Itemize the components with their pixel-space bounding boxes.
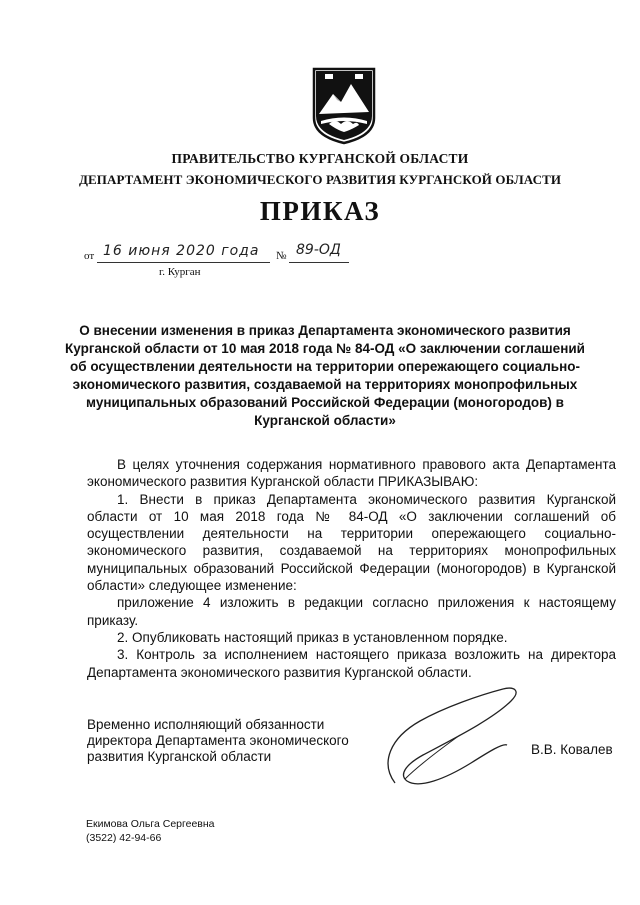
handwritten-number: 89-ОД xyxy=(296,242,341,258)
body-item-1: 1. Внести в приказ Департамента экономического развития Курганской области от 10 мая 2018 года № 84-ОД «О заключении соглашений об осуществлении деятельности на территории опережающего социально-экономического развития, создаваемой на территориях монопрофильных муниципальных образований Российской Федерации (моногородов) в Курганской области» следующее изменение: xyxy=(87,491,616,594)
signer-role-line-1: Временно исполняющий обязанности xyxy=(87,717,325,732)
body-preamble: В целях уточнения содержания нормативного правового акта Департамента экономического развития Курганской области ПРИКАЗЫВАЮ: xyxy=(87,457,616,490)
signer-role-line-2: директора Департамента экономического xyxy=(87,733,349,748)
executor-phone: (3522) 42-94-66 xyxy=(86,831,162,844)
document-body xyxy=(87,456,616,681)
date-underline xyxy=(97,262,270,263)
city-label: г. Курган xyxy=(159,266,201,278)
organization-heading: ПРАВИТЕЛЬСТВО КУРГАНСКОЙ ОБЛАСТИ xyxy=(171,151,469,166)
signer-name: В.В. Ковалев xyxy=(531,742,613,757)
document-subject: О внесении изменения в приказ Департамента экономического развития Курганской области от 10 мая 2018 года № 84-ОД «О заключении соглашений об осуществлении деятельности на территории опережающего социально-экономического развития, создаваемой на территориях монопрофильных муниципальных образований Российской Федерации (моногородов) в Курганской области» xyxy=(65,323,585,428)
number-prefix: № xyxy=(276,250,287,262)
number-underline xyxy=(289,262,349,263)
executor-name: Екимова Ольга Сергеевна xyxy=(86,818,215,830)
executor-block xyxy=(86,818,215,845)
coat-of-arms-emblem xyxy=(311,66,377,146)
date-prefix: от xyxy=(84,250,95,262)
signer-role-line-3: развития Курганской области xyxy=(87,749,272,764)
document-type-title: ПРИКАЗ xyxy=(259,196,381,226)
body-item-1-change: приложение 4 изложить в редакции согласно приложения к настоящему приказу. xyxy=(87,595,616,628)
handwritten-signature xyxy=(375,683,525,798)
department-heading: ДЕПАРТАМЕНТ ЭКОНОМИЧЕСКОГО РАЗВИТИЯ КУРГАНСКОЙ ОБЛАСТИ xyxy=(78,172,562,187)
signer-role xyxy=(87,717,387,765)
body-item-3: 3. Контроль за исполнением настоящего приказа возложить на директора Департамента экономического развития Курганской области. xyxy=(87,647,616,680)
handwritten-date: 16 июня 2020 года xyxy=(103,243,260,259)
body-item-2: 2. Опубликовать настоящий приказ в установленном порядке. xyxy=(117,629,508,645)
